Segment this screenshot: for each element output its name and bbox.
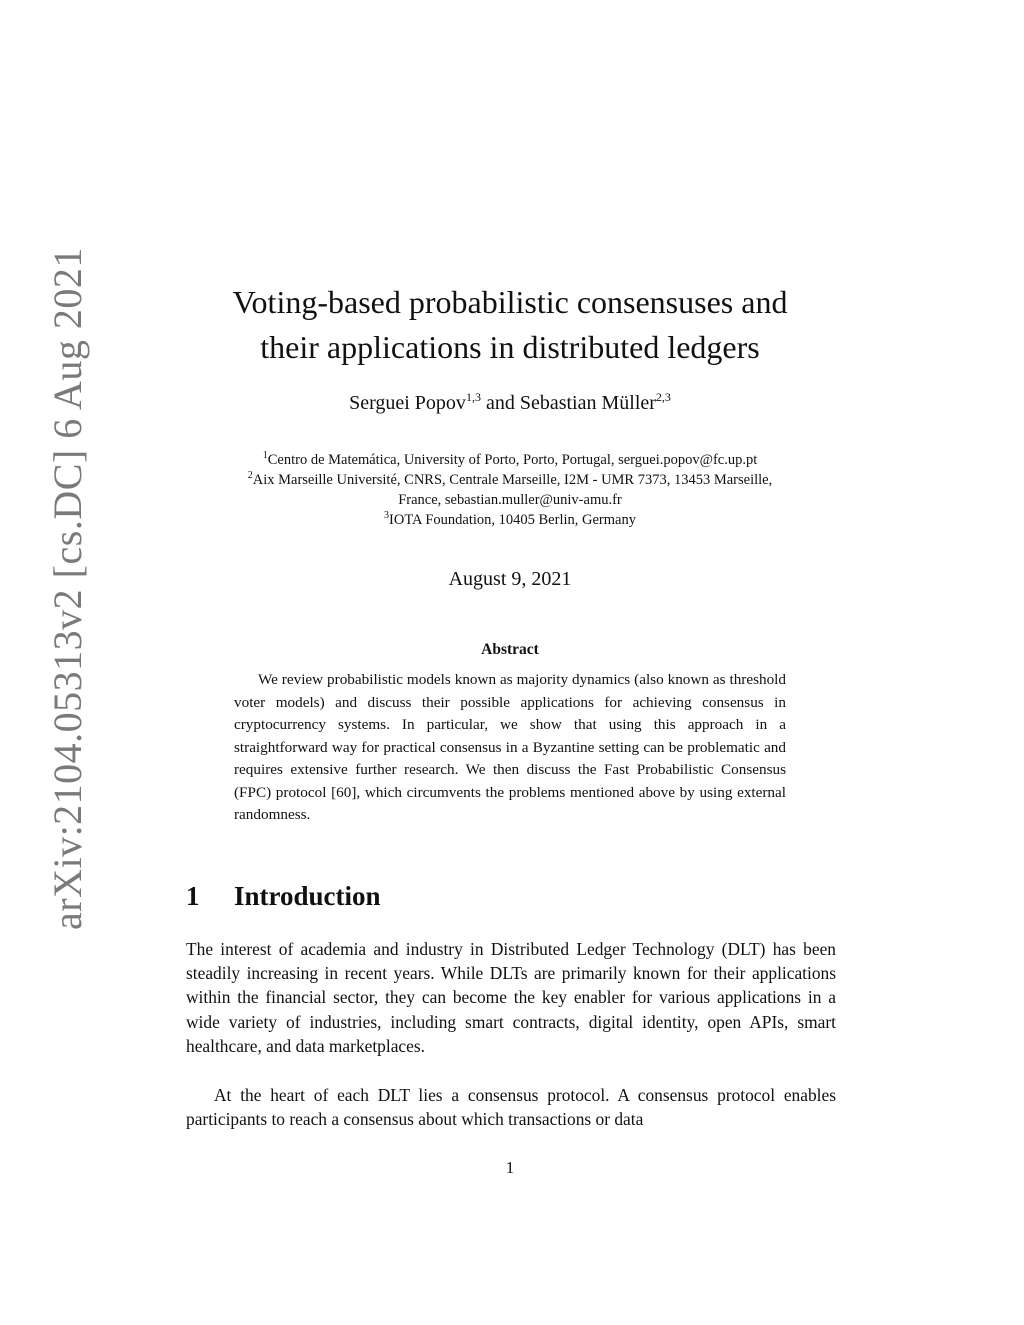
affiliations (150, 450, 870, 530)
affiliation-text: IOTA Foundation, 10405 Berlin, Germany (389, 512, 636, 528)
body-paragraph: The interest of academia and industry in Distributed Ledger Technology (DLT) has been steadily increasing in recent years. While DLTs are primarily known for their applications within the financial sector, they can become the key enabler for various applications in a wide variety of industries, including smart contracts, digital identity, open APIs, smart healthcare, and data marketplaces. (186, 939, 836, 1056)
author-name: Serguei Popov (349, 392, 466, 414)
affiliation-line (150, 510, 870, 530)
author-affiliation-marker: 1,3 (465, 390, 481, 404)
affiliation-marker: 3 (384, 510, 390, 521)
page-number: 1 (505, 1158, 515, 1177)
affiliation-line (150, 470, 870, 490)
section-heading (186, 881, 381, 912)
affiliation-line (150, 450, 870, 470)
affiliation-text: Aix Marseille Université, CNRS, Centrale Marseille, I2M - UMR 7373, 13453 Marseille, (252, 472, 773, 488)
affiliation-marker: 2 (247, 470, 253, 481)
author-connector: and (480, 392, 520, 414)
affiliation-marker: 1 (262, 450, 268, 461)
section-title: Introduction (234, 881, 381, 911)
author-affiliation-marker: 2,3 (655, 390, 671, 404)
paper-title (150, 280, 870, 370)
paper-date: August 9, 2021 (448, 568, 572, 590)
affiliation-text: France, sebastian.muller@univ-amu.fr (398, 492, 622, 508)
section-number: 1 (186, 881, 200, 911)
author-name: Sebastian Müller (519, 392, 656, 414)
arxiv-identifier[interactable]: arXiv:2104.05313v2 [cs.DC] 6 Aug 2021 (45, 247, 90, 930)
affiliation-text: Centro de Matemática, University of Porto, Porto, Portugal, serguei.popov@fc.up.pt (267, 452, 758, 468)
author-list (150, 392, 870, 415)
affiliation-line (150, 490, 870, 510)
body-paragraph: At the heart of each DLT lies a consensus protocol. A consensus protocol enables participants to reach a consensus about which transactions or data (186, 1085, 836, 1130)
abstract-heading: Abstract (481, 641, 539, 658)
title-line-1: Voting-based probabilistic consensuses and (232, 284, 788, 320)
abstract-text: We review probabilistic models known as majority dynamics (also known as threshold voter models) and discuss their possible applications for achieving consensus in cryptocurrency systems. In particular, we show that using this approach in a straightforward way for practical consensus in a Byzantine setting can be problematic and requires extensive further research. We then discuss the Fast Probabilistic Consensus (FPC) protocol [60], which circumvents the problems mentioned above by using external randomness. (234, 671, 786, 823)
title-line-2: their applications in distributed ledgers (260, 329, 760, 365)
